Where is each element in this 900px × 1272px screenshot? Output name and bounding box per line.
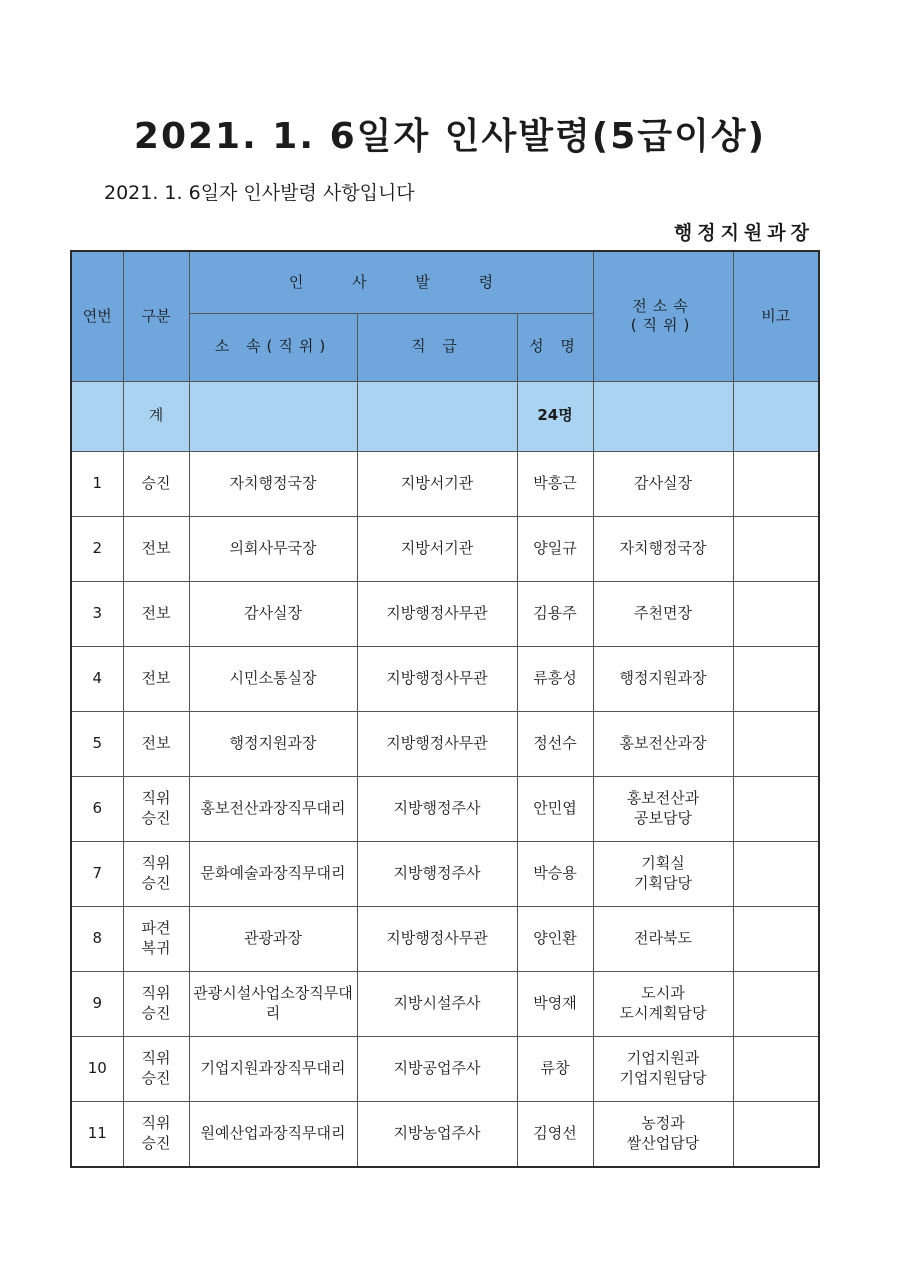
cell-type: 직위 승진 xyxy=(123,971,189,1036)
cell-grade: 지방행정사무관 xyxy=(357,906,517,971)
cell-type: 직위 승진 xyxy=(123,1036,189,1101)
header-previous: 전소속 (직위) xyxy=(593,251,733,381)
cell-note xyxy=(733,711,819,776)
cell-note xyxy=(733,906,819,971)
table-row xyxy=(71,711,819,776)
table-row xyxy=(71,516,819,581)
table-row xyxy=(71,1101,819,1167)
cell-type: 파견 복귀 xyxy=(123,906,189,971)
header-appointment: 인 사 발 령 xyxy=(189,251,593,313)
cell-name: 류창 xyxy=(517,1036,593,1101)
cell-note xyxy=(733,516,819,581)
cell-type: 직위 승진 xyxy=(123,1101,189,1167)
cell-name: 류흥성 xyxy=(517,646,593,711)
cell-grade: 지방공업주사 xyxy=(357,1036,517,1101)
cell-name: 양인환 xyxy=(517,906,593,971)
total-note xyxy=(733,381,819,451)
cell-previous: 주천면장 xyxy=(593,581,733,646)
cell-no: 4 xyxy=(71,646,123,711)
cell-affiliation: 감사실장 xyxy=(189,581,357,646)
table-row xyxy=(71,646,819,711)
cell-previous: 전라북도 xyxy=(593,906,733,971)
cell-type: 직위 승진 xyxy=(123,776,189,841)
cell-no: 1 xyxy=(71,451,123,516)
cell-grade: 지방서기관 xyxy=(357,516,517,581)
total-no xyxy=(71,381,123,451)
cell-affiliation: 홍보전산과장직무대리 xyxy=(189,776,357,841)
cell-note xyxy=(733,776,819,841)
total-grade xyxy=(357,381,517,451)
cell-type: 승진 xyxy=(123,451,189,516)
cell-name: 박승용 xyxy=(517,841,593,906)
cell-no: 10 xyxy=(71,1036,123,1101)
header-row-1 xyxy=(71,251,819,313)
header-no: 연번 xyxy=(71,251,123,381)
cell-type: 전보 xyxy=(123,581,189,646)
cell-grade: 지방서기관 xyxy=(357,451,517,516)
table-row xyxy=(71,581,819,646)
cell-affiliation: 문화예술과장직무대리 xyxy=(189,841,357,906)
total-affiliation xyxy=(189,381,357,451)
cell-type: 직위 승진 xyxy=(123,841,189,906)
cell-grade: 지방행정주사 xyxy=(357,776,517,841)
table-row xyxy=(71,906,819,971)
cell-no: 11 xyxy=(71,1101,123,1167)
cell-grade: 지방농업주사 xyxy=(357,1101,517,1167)
cell-name: 박영재 xyxy=(517,971,593,1036)
total-row xyxy=(71,381,819,451)
header-name: 성 명 xyxy=(517,313,593,381)
cell-no: 2 xyxy=(71,516,123,581)
cell-no: 5 xyxy=(71,711,123,776)
cell-affiliation: 관광시설사업소장직무대리 xyxy=(189,971,357,1036)
cell-previous: 홍보전산과장 xyxy=(593,711,733,776)
table-row xyxy=(71,1036,819,1101)
cell-no: 8 xyxy=(71,906,123,971)
cell-grade: 지방행정주사 xyxy=(357,841,517,906)
cell-name: 양일규 xyxy=(517,516,593,581)
total-label: 계 xyxy=(123,381,189,451)
table-row xyxy=(71,971,819,1036)
cell-note xyxy=(733,451,819,516)
table-row xyxy=(71,451,819,516)
cell-no: 3 xyxy=(71,581,123,646)
total-previous xyxy=(593,381,733,451)
cell-note xyxy=(733,971,819,1036)
appointment-table xyxy=(70,250,820,1168)
cell-previous: 농정과 쌀산업담당 xyxy=(593,1101,733,1167)
cell-affiliation: 원예산업과장직무대리 xyxy=(189,1101,357,1167)
cell-name: 김용주 xyxy=(517,581,593,646)
header-type: 구분 xyxy=(123,251,189,381)
cell-type: 전보 xyxy=(123,711,189,776)
cell-previous: 행정지원과장 xyxy=(593,646,733,711)
table-row xyxy=(71,776,819,841)
cell-grade: 지방시설주사 xyxy=(357,971,517,1036)
cell-previous: 기업지원과 기업지원담당 xyxy=(593,1036,733,1101)
cell-note xyxy=(733,1036,819,1101)
cell-previous: 기획실 기획담당 xyxy=(593,841,733,906)
cell-previous: 자치행정국장 xyxy=(593,516,733,581)
cell-no: 9 xyxy=(71,971,123,1036)
cell-affiliation: 의회사무국장 xyxy=(189,516,357,581)
table-row xyxy=(71,841,819,906)
cell-affiliation: 관광과장 xyxy=(189,906,357,971)
cell-no: 7 xyxy=(71,841,123,906)
cell-grade: 지방행정사무관 xyxy=(357,581,517,646)
header-affiliation: 소 속(직위) xyxy=(189,313,357,381)
header-grade: 직 급 xyxy=(357,313,517,381)
cell-type: 전보 xyxy=(123,646,189,711)
cell-previous: 도시과 도시계획담당 xyxy=(593,971,733,1036)
department-signature: 행정지원과장 xyxy=(673,222,814,244)
cell-note xyxy=(733,581,819,646)
cell-note xyxy=(733,646,819,711)
cell-grade: 지방행정사무관 xyxy=(357,711,517,776)
cell-affiliation: 시민소통실장 xyxy=(189,646,357,711)
total-count: 24명 xyxy=(517,381,593,451)
cell-note xyxy=(733,841,819,906)
cell-name: 김영선 xyxy=(517,1101,593,1167)
cell-name: 정선수 xyxy=(517,711,593,776)
cell-note xyxy=(733,1101,819,1167)
cell-grade: 지방행정사무관 xyxy=(357,646,517,711)
cell-previous: 감사실장 xyxy=(593,451,733,516)
cell-type: 전보 xyxy=(123,516,189,581)
cell-previous: 홍보전산과 공보담당 xyxy=(593,776,733,841)
header-note: 비고 xyxy=(733,251,819,381)
cell-affiliation: 기업지원과장직무대리 xyxy=(189,1036,357,1101)
page-title: 2021. 1. 6일자 인사발령(5급이상) xyxy=(133,116,767,157)
cell-no: 6 xyxy=(71,776,123,841)
cell-name: 안민엽 xyxy=(517,776,593,841)
cell-affiliation: 자치행정국장 xyxy=(189,451,357,516)
subtitle: 2021. 1. 6일자 인사발령 사항입니다 xyxy=(104,182,415,204)
cell-affiliation: 행정지원과장 xyxy=(189,711,357,776)
cell-name: 박흥근 xyxy=(517,451,593,516)
